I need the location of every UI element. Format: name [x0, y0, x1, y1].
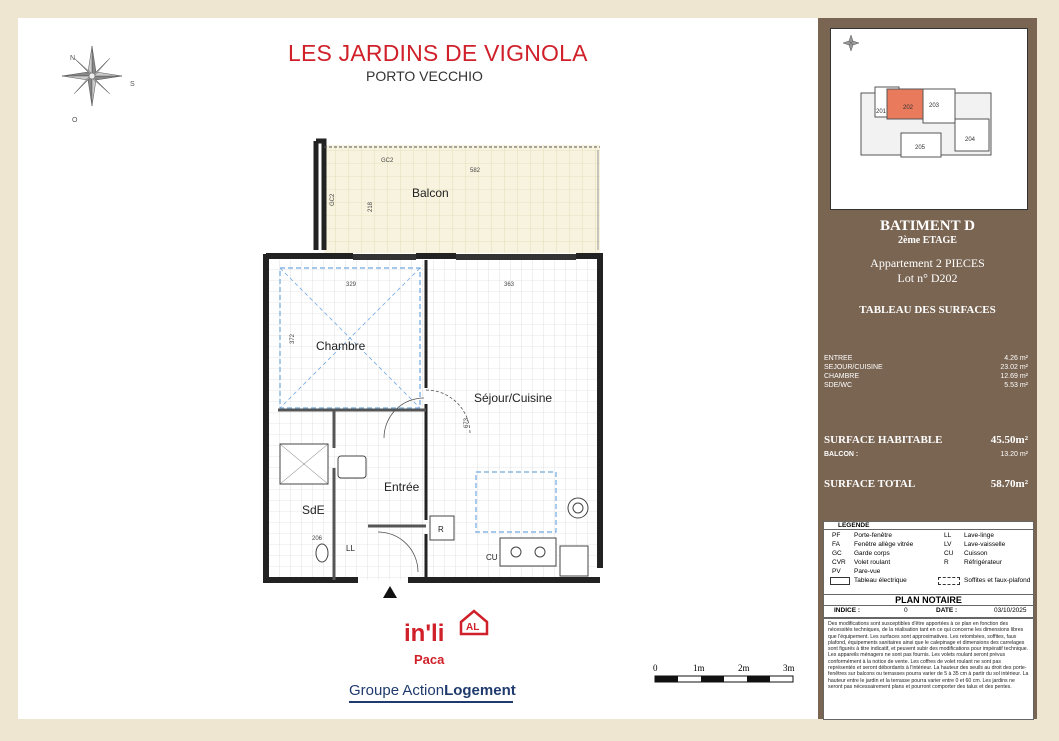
room-balcon: Balcon [412, 186, 449, 200]
balcon-area [324, 145, 600, 253]
entrance-arrow-icon [383, 586, 397, 598]
room-sejour: Séjour/Cuisine [474, 391, 553, 405]
floor-plan [258, 138, 608, 608]
dim-gc-top: GC2 [381, 158, 394, 164]
dim-sejour-h: 673 [464, 417, 470, 428]
scale-1: 1m [693, 663, 705, 673]
room-chambre: Chambre [316, 339, 366, 353]
minimap-unit-202: 202 [903, 105, 914, 111]
plan-notaire-box: PLAN NOTAIRE INDICE : 0 DATE : 03/10/2025 [823, 594, 1034, 618]
plan-notaire-title: PLAN NOTAIRE [824, 595, 1033, 606]
page-title: LES JARDINS DE VIGNOLA [288, 40, 588, 66]
room-entree: Entrée [384, 480, 420, 494]
legend-box: LEGENDE PF Porte-fenêtre LL Lave-linge FA Fenêtre allège vitrée LV Lave-vaisselle GC Garde corps CU Cuisson CVR Volet roulant R Réfrigérateur PV Pare-vue Tableau électrique Soffites et faux-plafond [823, 521, 1034, 595]
disclaimer-text: Des modifications sont susceptibles d'être apportées à ce plan en fonction des nécessités techniques, de la réalisation tant en ce qui concerne les dimensions libres que l'équipement. Les surfaces sont approximatives. Les retombées, soffites, faux plafond, équipements sanitaires ainsi que le calepinage et dimensions des carrelages sont figurés à titre indicatif, et peuvent subir des modifications pour impératif technique. Les appareils ménagers ne sont pas fournis. Les volets roulant seront prévus conformément à la notice de vente. Les coffres de volet roulant ne sont pas représentés et seront débordants à l'intérieur. La hauteur des seuils au droit des porte-fenêtres sur balcons ou terrasses pourra varier de 5 à 35 cm à partir du sol intérieur. La hauteur entre le jardin et la terrasse pourra varier entre 0 et 60 cm. Les jardins ne seront pas nécessairement plans et pourront comporter des talus et des pentes. [823, 618, 1034, 720]
scale-3: 3m [783, 663, 795, 673]
surface-balcon: BALCON : 13.20 m² [824, 451, 1028, 458]
dim-balcon-h: 218 [368, 201, 374, 212]
lot-number: Lot n° D202 [897, 271, 958, 285]
apartment-type: Appartement 2 PIECES [870, 256, 985, 270]
minimap-unit-205: 205 [915, 145, 926, 151]
scale-2: 2m [738, 663, 750, 673]
house-logo-icon [458, 608, 490, 636]
compass-rose-icon [40, 36, 140, 131]
minimap-unit-203: 203 [929, 103, 940, 109]
soffites-icon [938, 577, 960, 585]
info-sidebar [818, 18, 1037, 719]
surface-total: SURFACE TOTAL 58.70m² [824, 478, 1028, 490]
table-title: TABLEAU DES SURFACES [859, 304, 996, 316]
floor-name: 2ème ETAGE [898, 235, 957, 246]
compass-s: S [130, 81, 135, 88]
minimap-unit-201: 201 [876, 109, 887, 115]
scale-bar [650, 672, 800, 688]
logo-groupe: Groupe ActionLogement [349, 682, 516, 699]
tableau-electrique-icon [830, 577, 850, 585]
surface-row-chambre: CHAMBRE 12.69 m² [824, 373, 1028, 380]
dim-chambre-h: 372 [290, 333, 296, 344]
page-subtitle: PORTO VECCHIO [366, 68, 483, 84]
surface-row-sejour: SEJOUR/CUISINE 23.02 m² [824, 364, 1028, 371]
code-r: R [438, 525, 444, 534]
code-cu: CU [486, 553, 498, 562]
dim-balcon-w: 582 [470, 168, 481, 174]
apartment-info [818, 214, 1037, 324]
room-sde: SdE [302, 503, 325, 517]
dim-sde-w: 206 [312, 536, 323, 542]
building-minimap [830, 28, 1028, 210]
surface-row-sde: SDE/WC 5.53 m² [824, 382, 1028, 389]
surface-row-entree: ENTREE 4.26 m² [824, 355, 1028, 362]
dim-chambre-w: 329 [346, 282, 357, 288]
surface-habitable: SURFACE HABITABLE 45.50m² [824, 434, 1028, 446]
logo-badge: AL [466, 622, 480, 633]
logo-underline [349, 701, 513, 703]
building-name: BATIMENT D [880, 218, 975, 234]
dim-sejour-w: 363 [504, 282, 515, 288]
code-ll: LL [346, 544, 355, 553]
compass-n: N [70, 55, 76, 62]
logo-inli: in'li [404, 620, 445, 647]
legend-title: LEGENDE [824, 522, 1033, 530]
dim-gc-left: GC2 [330, 193, 336, 206]
logo-paca: Paca [414, 652, 445, 667]
scale-0: 0 [653, 663, 658, 673]
compass-o: O [72, 117, 78, 124]
minimap-unit-204: 204 [965, 137, 976, 143]
